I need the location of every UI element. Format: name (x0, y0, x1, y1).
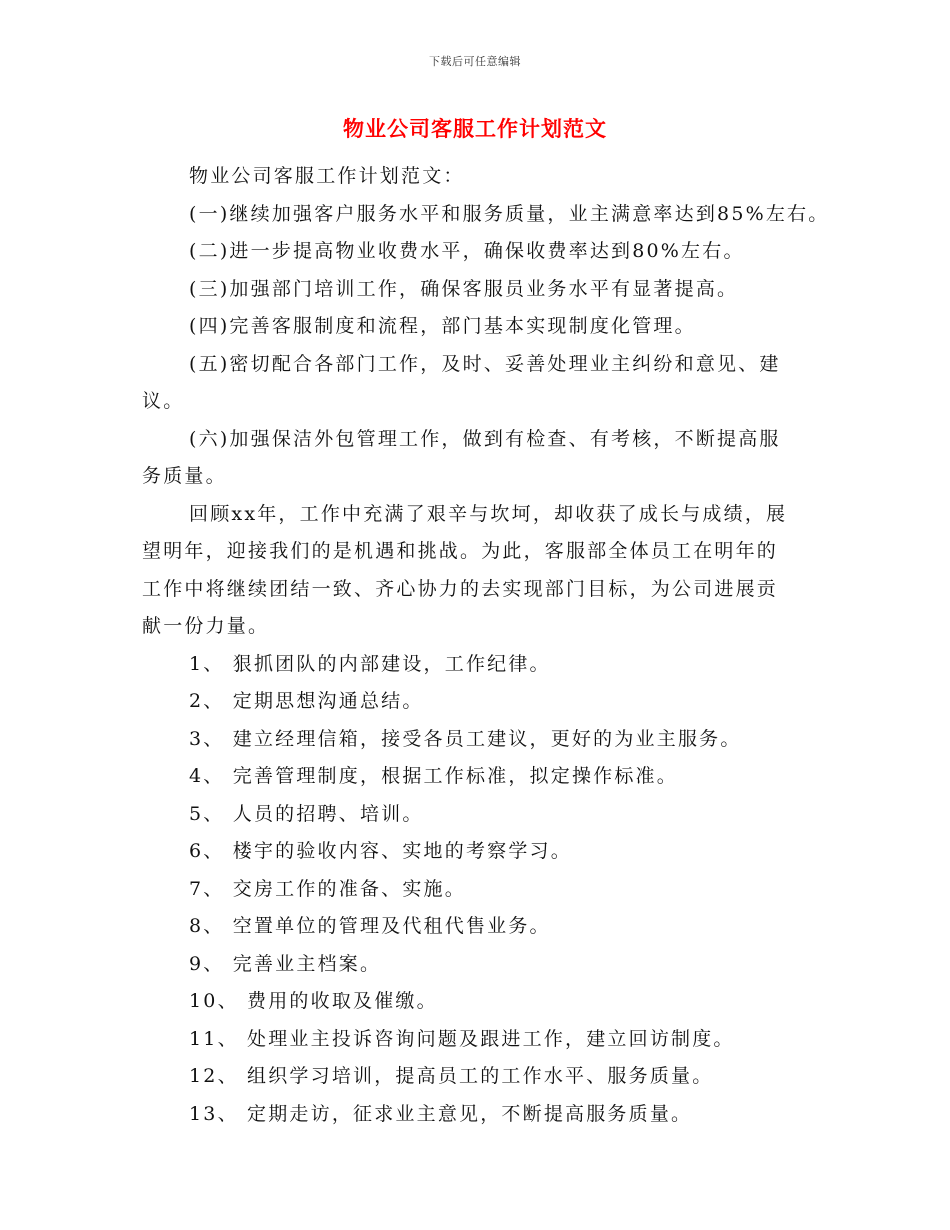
list-item-number: 10、 (189, 990, 239, 1012)
goal-1: (一)继续加强客户服务水平和服务质量，业主满意率达到85%左右。 (189, 202, 830, 225)
list-item-number: 9、 (189, 952, 225, 975)
goals-section (142, 196, 830, 496)
review-line-1: 回顾xx年，工作中充满了艰辛与坎坷，却收获了成长与成绩，展 (189, 502, 788, 525)
goal-6-continued: 务质量。 (142, 465, 227, 487)
list-item-number: 6、 (189, 840, 225, 862)
document-body (142, 158, 830, 1133)
header-note: 下载后可任意编辑 (429, 55, 521, 68)
goal-3: (三)加强部门培训工作，确保客服员业务水平有显著提高。 (189, 277, 739, 300)
list-item-text: 处理业主投诉咨询问题及跟进工作，建立回访制度。 (247, 1027, 735, 1050)
list-item-number: 4、 (189, 765, 225, 787)
goal-5: (五)密切配合各部门工作，及时、妥善处理业主纠纷和意见、建 (189, 352, 781, 375)
list-item (142, 983, 822, 1021)
list-item-text: 完善业主档案。 (232, 952, 382, 975)
list-item-text: 建立经理信箱，接受各员工建议，更好的为业主服务。 (232, 727, 742, 750)
list-item (142, 833, 822, 871)
list-item-number: 7、 (189, 877, 225, 900)
goal-4: (四)完善客服制度和流程，部门基本实现制度化管理。 (189, 315, 696, 337)
list-item-number: 8、 (189, 915, 225, 937)
list-item (142, 1096, 822, 1134)
document-title: 物业公司客服工作计划范文 (343, 117, 607, 141)
list-item-number: 13、 (189, 1102, 239, 1125)
review-paragraph (142, 496, 822, 646)
list-item-text: 狠抓团队的内部建设，工作纪律。 (232, 652, 551, 675)
list-item (142, 946, 822, 984)
list-item (142, 908, 822, 946)
goal-6: (六)加强保洁外包管理工作，做到有检查、有考核，不断提高服 (189, 427, 781, 450)
list-item (142, 796, 822, 834)
review-line-3: 工作中将继续团结一致、齐心协力的去实现部门目标，为公司进展贡 (142, 577, 779, 600)
list-item-text: 空置单位的管理及代租代售业务。 (232, 915, 551, 937)
list-item-number: 11、 (189, 1027, 239, 1050)
list-item (142, 721, 822, 759)
list-item (142, 646, 822, 684)
review-line-4: 献一份力量。 (142, 615, 270, 637)
list-item-number: 1、 (189, 652, 225, 675)
list-item-text: 定期走访，征求业主意见，不断提高服务质量。 (247, 1102, 693, 1125)
list-item (142, 683, 822, 721)
review-line-2: 望明年，迎接我们的是机遇和挑战。为此，客服部全体员工在明年的 (142, 540, 779, 562)
list-item-number: 12、 (189, 1065, 239, 1087)
list-item-number: 3、 (189, 727, 225, 750)
list-item-text: 定期思想沟通总结。 (232, 690, 424, 712)
list-item-text: 楼宇的验收内容、实地的考察学习。 (232, 840, 572, 862)
list-item-text: 交房工作的准备、实施。 (232, 877, 466, 900)
list-item (142, 1021, 822, 1059)
list-item (142, 758, 822, 796)
goal-5-continued: 议。 (142, 390, 185, 412)
list-item-text: 组织学习培训，提高员工的工作水平、服务质量。 (247, 1065, 714, 1087)
intro-line: 物业公司客服工作计划范文： (189, 165, 465, 187)
goal-2: (二)进一步提高物业收费水平，确保收费率达到80%左右。 (189, 240, 745, 262)
list-item-text: 费用的收取及催缴。 (247, 990, 438, 1012)
list-item (142, 871, 822, 909)
list-item-number: 2、 (189, 690, 225, 712)
list-item-number: 5、 (189, 802, 225, 825)
task-list (142, 646, 822, 1134)
list-item (142, 1058, 822, 1096)
list-item-text: 人员的招聘、培训。 (232, 802, 424, 825)
list-item-text: 完善管理制度，根据工作标准，拟定操作标准。 (232, 765, 678, 787)
